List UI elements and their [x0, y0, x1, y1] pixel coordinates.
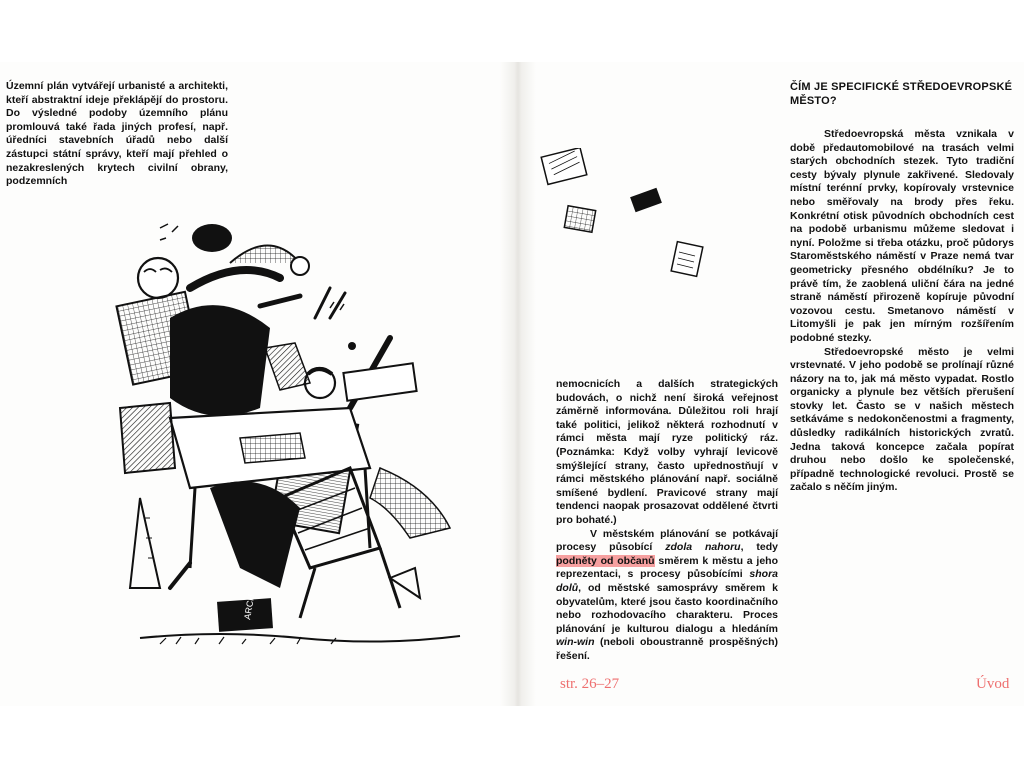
book-label: ARCH — [242, 593, 257, 621]
man-head-icon — [138, 258, 178, 298]
middle-paragraph-2 — [556, 528, 778, 664]
page-number: str. 26–27 — [560, 676, 620, 692]
p2-emphasis-1: zdola nahoru — [665, 541, 741, 554]
chapter-name: Úvod — [976, 676, 1010, 692]
man-torso-icon — [170, 305, 270, 416]
hat-icon — [192, 224, 232, 252]
p2-text-c: směrem k městu a jeho reprezentaci, s procesy působícími — [556, 554, 778, 581]
phone-icon — [630, 188, 662, 213]
left-paragraph: Územní plán vytvářejí urbanisté a architekti, kteří abstraktní ideje překlápějí do prostoru. Do výsledné podoby územního plánu promlouvá také řada jiných profesí, např. úředníci stavebních úřadů nebo další zástupci státní správy, kteří mají přehled o nezakreslených krytech civilní obrany, podzemních — [6, 80, 228, 188]
p2-emphasis-2: shora dolů — [556, 568, 778, 594]
pen-icon — [260, 296, 300, 306]
chair-icon — [120, 403, 175, 473]
flying-papers — [536, 148, 726, 348]
p2-text-b: , tedy — [740, 541, 778, 554]
p2-text-e: (neboli oboustranně prospěšných) řešení. — [556, 636, 778, 662]
hand-icon — [291, 257, 309, 275]
p2-text-a: V městském plánování se potkávají procesy působící — [556, 527, 778, 554]
middle-paragraph-1: nemocnicích a dalších strategických budovách, o nichž není široká veřejnost záměrně informována. Důležitou roli hrají také politici, jelikož některá rozhodnutí v rámci města mají ryze politický ráz. (Poznámka: Když volby vyhrají levicově smýšlející strany, často upřednostňují v rámci městského plánování např. sociálně smíšené bydlení. Pravicové strany mají tendenci naopak prosazovat oddělené čtvrti pro bohaté.) — [556, 378, 778, 526]
right-paragraph-2: Středoevropské město je velmi vrstevnaté. V jeho podobě se prolínají různé názory na to, jak má město vypadat. Rostlo organicky a plynule bez větších přerušení stovky let. Často se v našich městech setkáváme s nedokončenostmi a fragmenty, důsledky radikálních historických zvratů. Jedna taková koncepce začala popírat druhou nebo došlo ke společenské, případně technologické revoluci. Prostě se začalo s něčím jiným. — [790, 345, 1014, 494]
set-square-icon — [130, 498, 160, 588]
p2-text-d: , od městské samosprávy směrem k obyvatelům, které jsou často koordinačního nebo rozhodovacího charakteru. Proces plánování je kulturou dialogu a hledáním — [556, 581, 778, 635]
highlighted-phrase: podněty od občanů — [556, 554, 655, 567]
chaos-illustration — [100, 168, 520, 648]
right-paragraph-1: Středoevropská města vznikala v době předautomobilové na trasách velmi starých obchodních stezek. Tyto tradiční cesty bývaly plynule zakřivené. Sledovaly místní terénní prvky, kopírovaly vrstevnice nebo směřovaly na brody přes řeku. Konkrétní otisk původních obchodních cest na podobě urbanismu můžeme sledovat i nyní. Položme si třeba otázku, proč půdorys Staroměstského náměstí v Praze nemá tvar geometricky přesného obdélníku? Je to právě tím, že zaoblená uliční čára na jedné straně náměstí přirozeně kopíruje původní vozovou cestu. Smetanovo náměstí v Litomyšli je pak jen mírným rozšířením podobné stezky. — [790, 128, 1014, 344]
box-icon — [343, 363, 416, 400]
middle-text-column — [556, 378, 778, 663]
right-text-column — [790, 128, 1014, 495]
knife-icon — [170, 563, 190, 588]
section-heading: ČÍM JE SPECIFICKÉ STŘEDOEVROPSKÉ MĚSTO? — [790, 81, 1013, 107]
paper-icon — [541, 148, 587, 184]
p2-emphasis-3: win-win — [556, 636, 595, 649]
